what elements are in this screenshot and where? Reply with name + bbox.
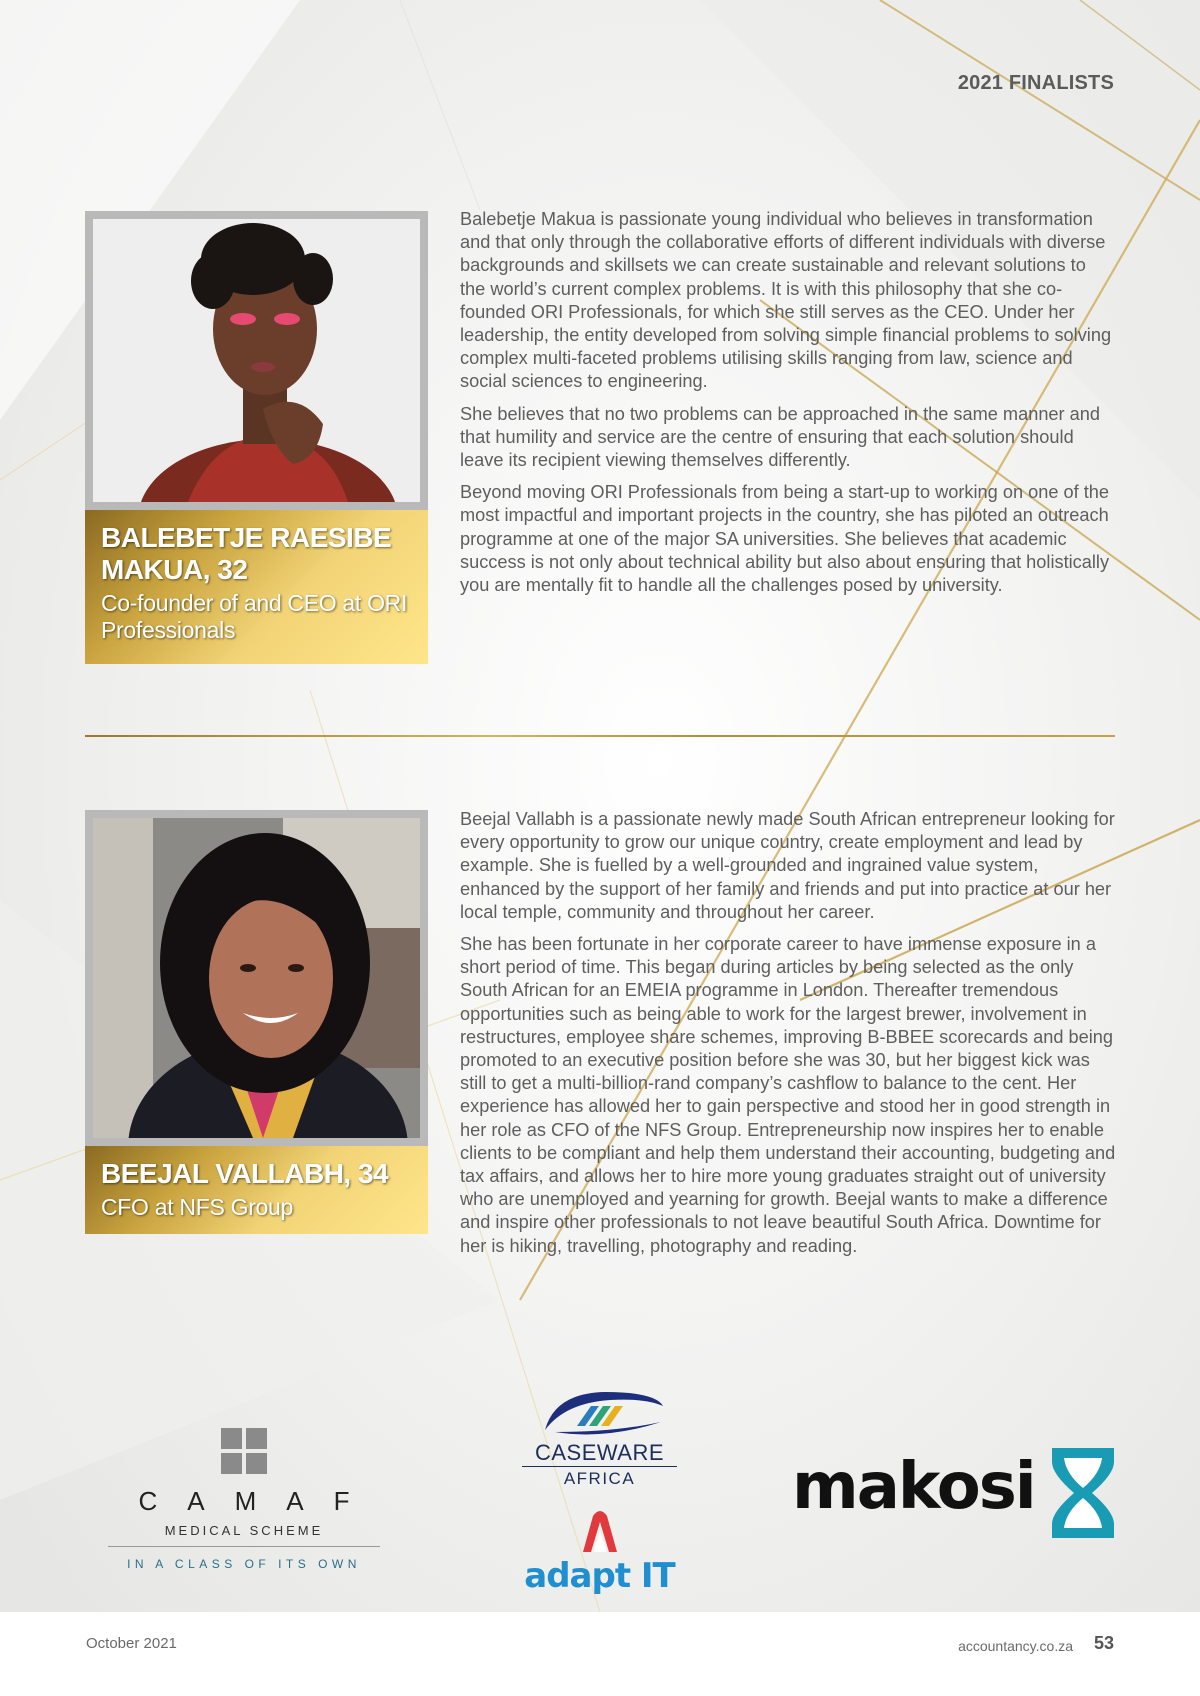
portrait-frame <box>85 810 428 1146</box>
camaf-subtitle: MEDICAL SCHEME <box>164 1523 324 1538</box>
makosi-logo <box>792 1444 1118 1542</box>
bio-paragraph: Beyond moving ORI Professionals from being a start-up to working on one of the most impactful and important projects in the country, she has piloted an outreach programme at one of the major SA universities. She believes that academic success is not only about technical ability but also about ensuring that holistically you are mentally fit to handle all the challenges posed by university. <box>460 482 1110 596</box>
caseware-swoosh-icon <box>535 1388 665 1438</box>
caseware-africa: AFRICA <box>563 1469 636 1488</box>
finalist-name: BEEJAL VALLABH, 34 <box>101 1158 389 1189</box>
finalist-bio <box>460 208 1116 606</box>
portrait-photo <box>93 219 420 502</box>
section-divider <box>85 735 1115 737</box>
finalist-name: BALEBETJE RAESIBE MAKUA, 32 <box>101 522 392 585</box>
section-label: 2021 FINALISTS <box>957 72 1114 94</box>
finalist-caption <box>85 510 428 664</box>
bio-paragraph: Beejal Vallabh is a passionate newly made South African entrepreneur looking for every opportunity to grow our unique country, create employment and lead by example. She is fuelled by a well-grounded and ingrained value system, enhanced by the support of her family and friends and put into practice at our her local temple, community and throughout her career. <box>460 809 1115 922</box>
bio-paragraph: She believes that no two problems can be approached in the same manner and that humility and service are the centre of ensuring that each solution should leave its recipient viewing themselves differently. <box>460 403 1100 471</box>
adaptit-logo <box>522 1508 677 1594</box>
caseware-logo <box>522 1388 677 1489</box>
finalist-role: CFO at NFS Group <box>101 1194 294 1220</box>
camaf-squares-icon <box>221 1428 267 1474</box>
camaf-wordmark: CAMAF <box>138 1486 380 1516</box>
camaf-rule <box>108 1546 380 1547</box>
page-number: 53 <box>1093 1633 1114 1653</box>
caseware-wordmark: CASEWARE <box>534 1440 665 1465</box>
bio-paragraph: Balebetje Makua is passionate young individual who believes in transformation and that only through the collaborative efforts of different individuals with diverse backgrounds and skillsets we can create sustainable and relevant solutions to the world’s current complex problems. It is with this philosophy that she co-founded ORI Professionals, for which she still serves as the CEO. Under her leadership, the entity developed from solving simple financial problems to solving complex multi-faceted problems utilising skills ranging from law, science and social sciences to engineering. <box>460 209 1112 392</box>
website-link[interactable]: accountancy.co.za <box>958 1638 1073 1654</box>
makosi-hourglass-icon <box>1048 1444 1118 1542</box>
finalist-caption <box>85 1146 428 1234</box>
bio-paragraph: She has been fortunate in her corporate career to have immense exposure in a short period of time. This began during articles by being selected as the only South African for an EMEIA programme in London. Thereafter tremendous opportunities such as being able to work for the largest brewer, involvement in restructures, employee share schemes, improving B-BBEE scorecards and being promoted to an executive position before she was 30, but her biggest kick was still to get a multi-billion-rand company’s cashflow to balance to the cent. Her experience has allowed her to gain perspective and stood her in good strength in her role as CFO of the NFS Group. Entrepreneurship now inspires her to enable clients to be compliant and help them understand their accounting, budgeting and tax affairs, and allows her to hire more young graduates straight out of university who are unemployed and yearning for growth. Beejal wants to make a difference and inspire other professionals to not leave beautiful South Africa. Downtime for her is hiking, travelling, photography and reading. <box>460 934 1116 1256</box>
adaptit-mark-icon <box>577 1508 623 1554</box>
finalist-role: Co-founder of and CEO at ORI Professionals <box>101 590 408 643</box>
caseware-rule <box>522 1466 677 1467</box>
portrait-frame <box>85 211 428 510</box>
issue-date: October 2021 <box>86 1635 177 1652</box>
camaf-tagline: IN A CLASS OF ITS OWN <box>127 1557 361 1571</box>
camaf-logo <box>108 1428 380 1571</box>
page-footer <box>0 1612 1200 1696</box>
makosi-wordmark: makosi <box>792 1450 1035 1524</box>
finalist-bio <box>460 808 1116 1267</box>
portrait-photo <box>93 818 420 1138</box>
adaptit-wordmark: adapt IT <box>524 1556 675 1596</box>
